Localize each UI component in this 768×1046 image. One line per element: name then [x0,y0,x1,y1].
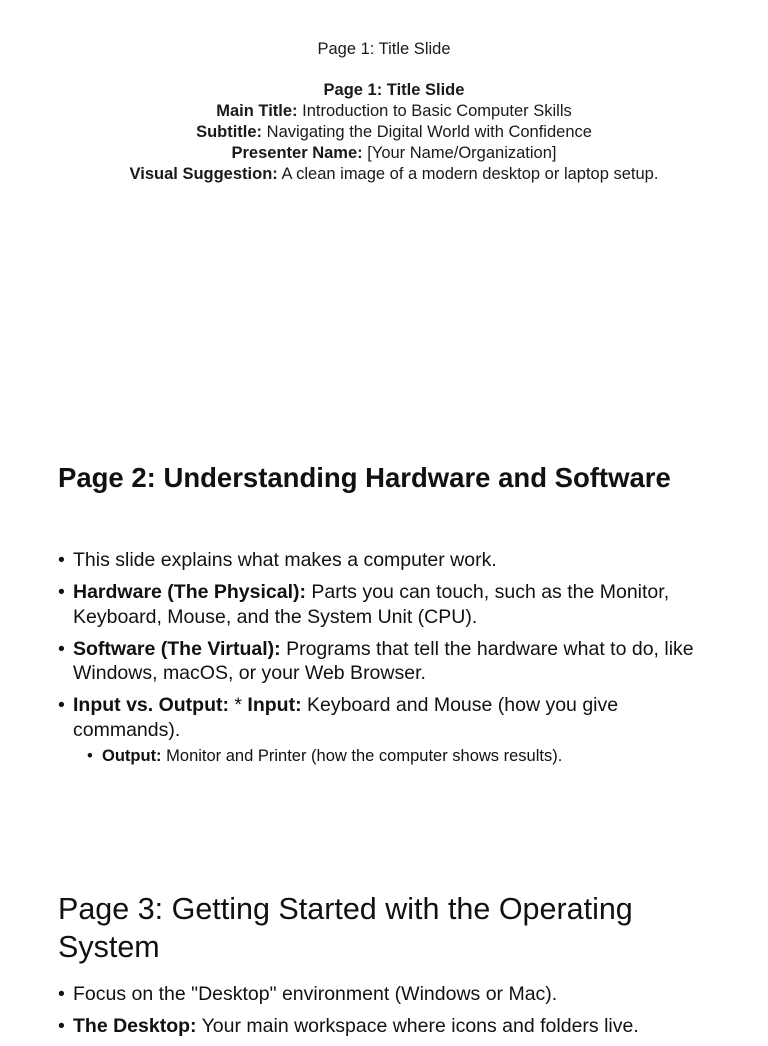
main-title-line [120,101,668,122]
list-item [58,580,708,629]
subtitle-line [120,122,668,143]
bullet-bold: Hardware (The Physical): [73,581,306,603]
bullet-text: This slide explains what makes a computer work. [73,549,497,571]
page1-header: Page 1: Title Slide [317,40,451,58]
list-item [58,1014,708,1039]
presenter-label: Presenter Name: [231,144,363,162]
presenter-line [120,143,668,164]
bullet-text: Programs that tell the hardware what to do, like Windows, macOS, or your Web Browser. [73,637,694,684]
visual-suggestion-value: A clean image of a modern desktop or laptop setup. [277,165,659,183]
bullet-text-2: Keyboard and Mouse (how you give commands). [73,694,619,741]
subtitle-value: Navigating the Digital World with Confidence [262,123,592,141]
bullet-text: Your main workspace where icons and folders live. [196,1015,639,1037]
sub-list-item [73,745,708,767]
main-title-value: Introduction to Basic Computer Skills [297,102,572,120]
bullet-text: * [228,694,248,716]
list-item [58,637,708,686]
bullet-bold: The Desktop: [73,1015,197,1037]
list-item [58,982,708,1007]
subtitle-label: Subtitle: [196,123,263,141]
visual-suggestion-label: Visual Suggestion: [129,165,278,183]
sub-bullet-list [73,745,708,767]
main-title-label: Main Title: [216,102,298,120]
bullet-bold: Software (The Virtual): [73,637,281,660]
bullet-bold: Input vs. Output: [73,694,229,716]
visual-suggestion-line [120,164,668,185]
page1-section-title: Page 1: Title Slide [323,81,465,99]
sub-bullet-bold: Output: [102,747,162,765]
page2-title: Page 2: Understanding Hardware and Software [58,462,671,493]
presenter-value: [Your Name/Organization] [362,144,557,162]
page3-title: Page 3: Getting Started with the Operating System [58,892,633,964]
list-item [58,548,708,573]
page3-bullet-list [58,982,708,1046]
bullet-text: Parts you can touch, such as the Monitor, Keyboard, Mouse, and the System Unit (CPU). [73,581,670,628]
title-slide-block [120,80,668,185]
page2-bullet-list [58,548,708,775]
sub-bullet-text: Monitor and Printer (how the computer shows results). [161,747,563,765]
bullet-text: Focus on the "Desktop" environment (Windows or Mac). [73,983,558,1005]
bullet-bold-2: Input: [247,694,302,716]
list-item [58,693,708,767]
